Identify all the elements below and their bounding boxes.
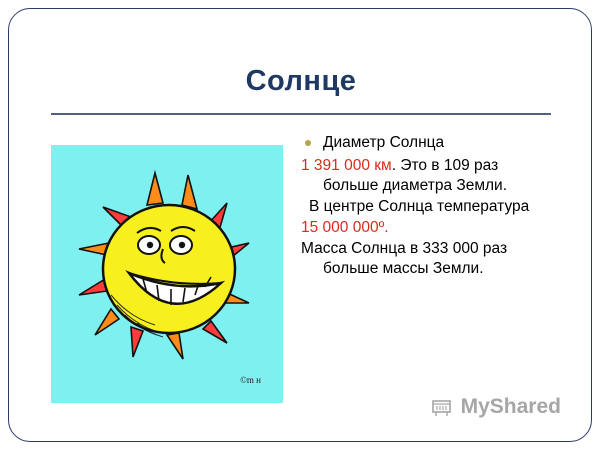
page-title: Солнце [245, 65, 357, 97]
value-temperature: 15 000 000º. [301, 219, 389, 236]
title-divider [51, 113, 551, 115]
list-item-label: Диаметр Солнца [323, 134, 445, 151]
paragraph-core-temp-label: В центре Солнца температура [309, 198, 530, 215]
value-diameter: 1 391 000 км [301, 157, 392, 174]
sun-illustration [51, 145, 283, 403]
watermark-label: MyShared [460, 395, 561, 418]
slide-frame [8, 8, 592, 442]
smiling-sun-icon [51, 145, 283, 403]
projector-icon [431, 395, 455, 419]
slide-body [301, 133, 551, 280]
myshared-watermark [431, 395, 561, 419]
paragraph-diameter-rest: . Это в 109 раз больше диаметра Земли. [323, 157, 508, 194]
paragraph-core-temp-value [301, 218, 551, 238]
list-item [301, 133, 551, 153]
paragraph-diameter [301, 156, 551, 196]
bullet-icon [305, 140, 311, 146]
paragraph-mass: Масса Солнца в 333 000 раз больше массы Земли. [301, 240, 508, 277]
figure-signature: ©m н [240, 375, 261, 385]
